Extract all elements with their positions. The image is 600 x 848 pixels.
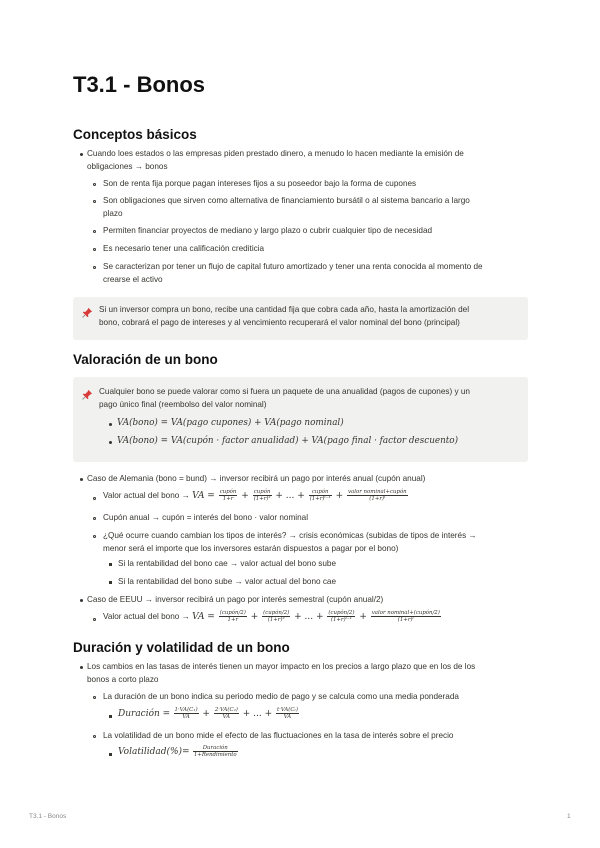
conceptos-sub-1: Son de renta fija porque pagan intereses fijos a su poseedor bajo la forma de cupones — [103, 179, 417, 188]
bullet-icon — [80, 599, 83, 602]
conceptos-sub-5: Se caracterizan por tener un flujo de capital futuro amortizado y tener una renta conocida al momento de — [103, 262, 483, 271]
vol-denominator: 1+Rendimiento — [193, 752, 237, 759]
bullet-icon — [109, 441, 112, 444]
rentabilidad-sube: Si la rentabilidad del bono sube → valor actual del bono cae — [118, 577, 337, 586]
valor-actual-label: Valor actual del bono → — [103, 491, 190, 500]
pushpin-icon — [82, 307, 93, 318]
bullet-icon — [80, 478, 83, 481]
callout-valoracion — [73, 377, 528, 462]
sub-bullet-icon — [93, 535, 96, 538]
callout-valoracion-line1: Cualquier bono se puede valorar como si fuera un paquete de una anualidad (pagos de cupones) y un — [99, 387, 470, 396]
volatilidad-label: Volatilidad(%)= — [118, 747, 190, 757]
pregunta-tipos-cont: menor será el importe que los inversores estarán dispuestos a pagar por el bono) — [103, 544, 399, 553]
volatilidad-definicion: La volatilidad de un bono mide el efecto de las fluctuaciones en la tasa de interés sobre el precio — [103, 731, 454, 740]
vol-numerator: Duración — [193, 745, 238, 752]
sub-bullet-icon — [93, 230, 96, 233]
formula-volatilidad — [118, 745, 239, 759]
sub-bullet-icon — [93, 696, 96, 699]
valor-actual-label: Valor actual del bono → — [103, 612, 190, 621]
section-heading-valoracion: Valoración de un bono — [73, 352, 218, 367]
callout-inversor — [73, 297, 528, 340]
valor-actual-eeuu — [103, 610, 442, 624]
square-bullet-icon — [109, 563, 112, 566]
footer-title: T3.1 - Bonos — [29, 813, 67, 820]
caso-alemania: Caso de Alemania (bono = bund) → inversor recibirá un pago por interés anual (cupón anual) — [87, 474, 426, 483]
va-formula-alemania: VA = $\frac{\text{cupón}}{1+r}$ + $\frac{\text{cupón}}{\text{(1+r)²}}$ + ... + $\frac{\text{cupón}}{\text{(1+r)ᵗ⁻¹}}$ + $\frac{\text{valor nominal+cupón}}{\text{(1+r)ᵗ}}$ — [192, 489, 407, 502]
page-title: T3.1 - Bonos — [73, 72, 206, 97]
conceptos-bullet-1-cont: obligaciones → bonos — [87, 162, 168, 171]
callout-valoracion-line2: pago único final (reembolso del valor nominal) — [99, 400, 267, 409]
duracion-terms: $\frac{\text{1·VA(C₁)}}{VA}$ + $\frac{\text{2·VA(C₂)}}{VA}$ + ... + $\frac{\text{t·VA(Cₜ)}}{VA}$ — [174, 707, 298, 720]
sub-bullet-icon — [93, 183, 96, 186]
bullet-icon — [109, 423, 112, 426]
valor-actual-alemania — [103, 489, 409, 503]
conceptos-sub-2: Son obligaciones que sirven como alternativa de financiamiento bursátil o al sistema bancario a largo — [103, 196, 470, 205]
callout-inversor-line1: Si un inversor compra un bono, recibe una cantidad fija que cobra cada año, hasta la amortización del — [99, 305, 470, 314]
va-formula-eeuu: VA = $\frac{\text{(cupón/2)}}{1+r}$ + $\frac{\text{(cupón/2)}}{\text{(1+r)²}}$ + ... + $\frac{\text{(cupón/2)}}{\text{(1+r)ᵗ⁻¹}}$ + $\frac{\text{valor nominal+(cupón/2)}}{\text{(1+r)ᵗ}}$ — [192, 610, 440, 623]
footer-page-number: 1 — [567, 813, 571, 820]
square-bullet-icon — [109, 581, 112, 584]
conceptos-bullet-1: Cuando loes estados o las empresas piden prestado dinero, a menudo lo hacen mediante la emisión de — [87, 149, 464, 158]
callout-inversor-line2: bono, cobrará el pago de intereses y al vencimiento recuperará el valor nominal del bono (principal) — [99, 318, 460, 327]
formula-duracion — [118, 707, 300, 721]
duracion-bullet-1: Los cambios en las tasas de interés tienen un mayor impacto en los precios a largo plazo que en los de los — [87, 662, 476, 671]
pregunta-tipos: ¿Qué ocurre cuando cambian los tipos de interés? → crisis económicas (subidas de tipos de interés → — [103, 531, 477, 540]
conceptos-sub-5-cont: crearse el activo — [103, 275, 163, 284]
bullet-icon — [80, 666, 83, 669]
conceptos-sub-2-cont: plazo — [103, 209, 123, 218]
sub-bullet-icon — [93, 497, 96, 500]
conceptos-sub-4: Es necesario tener una calificación crediticia — [103, 244, 265, 253]
sub-bullet-icon — [93, 618, 96, 621]
sub-bullet-icon — [93, 200, 96, 203]
bullet-icon — [80, 153, 83, 156]
sub-bullet-icon — [93, 266, 96, 269]
cupon-anual: Cupón anual → cupón = interés del bono · valor nominal — [103, 513, 309, 522]
sub-bullet-icon — [93, 517, 96, 520]
sub-bullet-icon — [93, 735, 96, 738]
duracion-bullet-1-cont: bonos a corto plazo — [87, 675, 159, 684]
section-heading-conceptos: Conceptos básicos — [73, 127, 197, 142]
square-bullet-icon — [109, 715, 112, 718]
sub-bullet-icon — [93, 248, 96, 251]
conceptos-sub-3: Permiten financiar proyectos de mediano y largo plazo o cubrir cualquier tipo de necesidad — [103, 226, 433, 235]
pushpin-icon — [82, 389, 93, 400]
rentabilidad-cae: Si la rentabilidad del bono cae → valor actual del bono sube — [118, 559, 337, 568]
section-heading-duracion: Duración y volatilidad de un bono — [73, 640, 290, 655]
square-bullet-icon — [109, 753, 112, 756]
formula-va-bono-1: VA(bono) = VA(pago cupones) + VA(pago nominal) — [117, 418, 344, 428]
duracion-label: Duración = — [118, 709, 171, 719]
duracion-definicion: La duración de un bono indica su periodo medio de pago y se calcula como una media ponderada — [103, 692, 459, 701]
formula-va-bono-2: VA(bono) = VA(cupón · factor anualidad) + VA(pago final · factor descuento) — [117, 436, 459, 446]
caso-eeuu: Caso de EEUU → inversor recibirá un pago por interés semestral (cupón anual/2) — [87, 595, 384, 604]
